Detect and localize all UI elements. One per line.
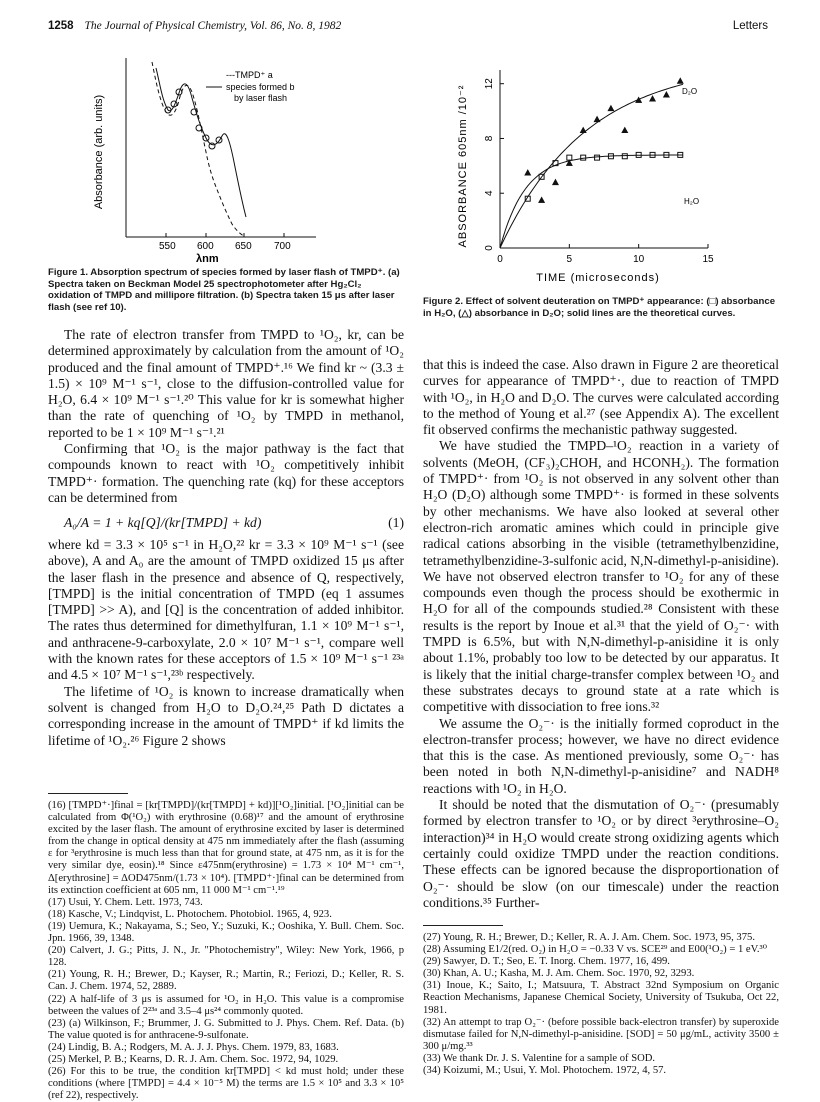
footnote-rule-right bbox=[423, 925, 503, 926]
figure2-series-label-d2o: D₂O bbox=[682, 87, 698, 96]
figure2-xtick-label: 15 bbox=[702, 254, 714, 265]
figure2-ylabel: ABSORBANCE 605nm /10⁻² bbox=[457, 84, 469, 248]
figure1-caption-label: Figure 1. bbox=[48, 267, 88, 278]
figure2-ytick-label: 4 bbox=[484, 190, 495, 197]
reference: (19) Uemura, K.; Nakayama, S.; Seo, Y.; Suzuki, K.; Ooshika, Y. Bull. Chem. Soc. Jpn. 1966, 39, 1348. bbox=[48, 920, 404, 945]
figure2-xtick-label: 10 bbox=[633, 254, 645, 265]
figure2-theory-curves bbox=[500, 84, 683, 248]
figure1-xtick: 650 bbox=[235, 241, 252, 252]
reference: (29) Sawyer, D. T.; Seo, E. T. Inorg. Chem. 1977, 16, 499. bbox=[423, 956, 670, 968]
figure2-caption-text: Effect of solvent deuteration on TMPD⁺ appearance: (□) absorbance in H₂O, (△) absorbance in D₂O; solid lines are the theoretical curves. bbox=[423, 296, 776, 319]
paragraph: that this is indeed the case. Also drawn in Figure 2 are theoretical curves for appearance of TMPD⁺·, due to reaction of TMPD with ¹O₂, in H₂O and D₂O. The curves were calculated according to the method of Young et al.²⁷ (see Appendix A). The excellent fit observed confirms the mechanistic pathway suggested. bbox=[423, 357, 779, 438]
figure1-xtick: 600 bbox=[197, 241, 214, 252]
figure1-xlabel: λnm bbox=[196, 253, 219, 265]
figure2-point-d2o bbox=[650, 96, 656, 102]
figure1-legend-line: species formed b bbox=[226, 82, 295, 92]
reference: (30) Khan, A. U.; Kasha, M. J. Am. Chem. Soc. 1970, 92, 3293. bbox=[423, 968, 695, 980]
page-number: 1258 bbox=[48, 20, 74, 32]
right-references bbox=[423, 932, 779, 1077]
equation-1 bbox=[64, 515, 404, 531]
reference: (31) Inoue, K.; Saito, I.; Matsuura, T. Abstract 32nd Symposium on Organic Reaction Mechanisms, Japanese Chemical Society, University of Tsukuba, Oct 22, 1981. bbox=[423, 980, 779, 1016]
journal-citation: The Journal of Physical Chemistry, Vol. 86, No. 8, 1982 bbox=[84, 20, 342, 32]
figure1-ylabel: Absorbance (arb. units) bbox=[93, 94, 105, 210]
figure2-point-d2o bbox=[608, 105, 614, 111]
figure2-point-d2o bbox=[552, 179, 558, 185]
figure2-marks bbox=[525, 78, 684, 203]
reference: (32) An attempt to trap O₂⁻· (before possible back-electron transfer) by superoxide dismutase failed for N,N-dimethyl-p-anisidine. [SOD] = 50 μg/mL, activity 3500 ± 300 μ/mg.³³ bbox=[423, 1016, 779, 1052]
reference: (25) Merkel, P. B.; Kearns, D. R. J. Am. Chem. Soc. 1972, 94, 1029. bbox=[48, 1053, 339, 1065]
figure1-xtick: 700 bbox=[274, 241, 291, 252]
figure2-point-d2o bbox=[539, 197, 545, 203]
reference: (34) Koizumi, M.; Usui, Y. Mol. Photochem. 1972, 4, 57. bbox=[423, 1065, 667, 1077]
figure2-point-h2o bbox=[595, 155, 600, 160]
figure2-point-d2o bbox=[622, 127, 628, 133]
reference: (17) Usui, Y. Chem. Lett. 1973, 743. bbox=[48, 896, 203, 908]
equation-text: A₀/A = 1 + kq[Q]/(kr[TMPD] + kd) bbox=[64, 515, 262, 530]
figure2-d2o-curve bbox=[500, 84, 683, 248]
reference: (23) (a) Wilkinson, F.; Brummer, J. G. Submitted to J. Phys. Chem. Ref. Data. (b) The value quoted is for anthracene-9-sulfonate. bbox=[48, 1017, 404, 1041]
figure2-axes bbox=[484, 70, 714, 265]
figure2-xtick-label: 0 bbox=[497, 254, 503, 265]
paragraph: It should be noted that the dismutation of O₂⁻· (presumably formed by electron transfer to ¹O₂ or by direct ³erythrosine–O₂ interaction)³⁴ in H₂O would create strong oxidizing agents which certainly could oxidize TMPD under the reaction conditions. These effects can be ignored because the disproportionation of O₂⁻· should be slow (on our timescale) under the reaction conditions.³⁵ Further- bbox=[423, 797, 779, 910]
left-references bbox=[48, 800, 404, 1102]
figure1-caption bbox=[48, 267, 400, 313]
figure2-xtick-label: 5 bbox=[566, 254, 573, 265]
figure1-legend-line: by laser flash bbox=[234, 93, 288, 103]
paragraph: The rate of electron transfer from TMPD to ¹O₂, kr, can be determined approximately by calculation from the amount of ¹O₂ produced and the final amount of TMPD⁺.¹⁶ We find kr ~ (3.3 ± 1.5) × 10⁹ M⁻¹ s⁻¹, close to the diffusion-controlled value for H₂O, 6.4 × 10⁹ M⁻¹ s⁻¹.²⁰ This value for kr is somewhat higher than the rate of quenching of ¹O₂ by TMPD in methanol, reported to be 1 × 10⁹ M⁻¹ s⁻¹.²¹ bbox=[48, 327, 404, 440]
figure2-point-d2o bbox=[663, 92, 669, 98]
paragraph: We have studied the TMPD–¹O₂ reaction in a variety of solvents (MeOH, (CF₃)₂CHOH, and HCONH₂). The formation of TMPD⁺· from ¹O₂ is not observed in any solvent other than H₂O (D₂O) although some TMPD⁺· is formed in these solvents by other mechanisms. We have also looked at several other electron-rich aromatic amines which could in principle give radical cations absorbing in the visible (tetramethylbenzidine, tetramethylbenzidine-3-sulfonic acid, N,N-dimethyl-p-anisidine). We have not observed electron transfer to ¹O₂ for any of these compounds even though the process should be exothermic in H₂O for all of the compounds studied.²⁸ Consistent with these results is the report by Inoue et al.³¹ that the yield of O₂⁻· with TMPD is 6.5%, but with N,N-dimethyl-p-anisidine it is only about 1.1%, probably too low to be detected by our apparatus. It is likely that the initial charge-transfer complex between ¹O₂ and these substrates decays to ground state at a rate which is competitive with dissociation to free ions.³² bbox=[423, 438, 779, 715]
figure2-caption-label: Figure 2. bbox=[423, 296, 463, 307]
reference: (20) Calvert, J. G.; Pitts, J. N., Jr. "Photochemistry", Wiley: New York, 1966, p 128. bbox=[48, 945, 404, 969]
running-header bbox=[48, 20, 341, 32]
reference: (18) Kasche, V.; Lindqvist, L. Photochem. Photobiol. 1965, 4, 923. bbox=[48, 908, 332, 920]
reference: (22) A half-life of 3 μs is assumed for ¹O₂ in H₂O. This value is a compromise between the values of 2²³ᵃ and 3.5–4 μs²⁴ commonly quoted. bbox=[48, 993, 404, 1017]
reference: (28) Assuming E1/2(red. O₂) in H₂O = −0.33 V vs. SCE²⁹ and E00(¹O₂) = 1 eV.³⁰ bbox=[423, 944, 767, 956]
figure1-caption-text: Absorption spectrum of species formed by laser flash of TMPD⁺. (a) Spectra taken on Beckman Model 25 spectrophotometer after Hg₂Cl₂ oxidation of TMPD and millipore filtration. (b) Spectra taken 15 μs after laser flash (see ref 10). bbox=[48, 267, 400, 313]
figure2-chart bbox=[440, 56, 740, 288]
footnote-rule-left bbox=[48, 793, 128, 794]
figure1-xtick: 550 bbox=[159, 241, 176, 252]
figure1-spectrum bbox=[56, 52, 376, 267]
right-body bbox=[423, 357, 779, 911]
paragraph: We assume the O₂⁻· is the initially formed coproduct in the electron-transfer process; however, we have no direct evidence that this is the case. As mentioned previously, some O₂⁻· has been noted in both N,N-dimethyl-p-anisidine⁷ and NADH⁸ reactions with ¹O₂ in H₂O. bbox=[423, 715, 779, 796]
figure2-point-d2o bbox=[594, 116, 600, 121]
reference: (26) For this to be true, the condition kr[TMPD] < kd must hold; under these conditions (where [TMPD] = 4.4 × 10⁻⁵ M) the terms are 1.5 × 10⁵ and 3.3 × 10⁵ (ref 22), respectively. bbox=[48, 1066, 404, 1102]
paragraph: Confirming that ¹O₂ is the major pathway is the fact that compounds known to react with ¹O₂ competitively inhibit TMPD⁺· formation. The quenching rate (kq) for these acceptors can be determined from bbox=[48, 441, 404, 505]
figure2-caption bbox=[423, 296, 778, 319]
figure2-point-h2o bbox=[567, 155, 572, 160]
figure2-xlabel: TIME (microseconds) bbox=[536, 272, 660, 284]
paragraph: The lifetime of ¹O₂ is known to increase dramatically when solvent is changed from H₂O to D₂O.²⁴,²⁵ Path D dictates a corresponding increase in the amount of TMPD⁺ if kd limits the lifetime of ¹O₂.²⁶ Figure 2 shows bbox=[48, 683, 404, 748]
equation-number: (1) bbox=[388, 515, 404, 530]
figure2-point-d2o bbox=[677, 78, 683, 84]
figure2-point-d2o bbox=[525, 170, 531, 176]
figure2-point-h2o bbox=[622, 154, 627, 159]
reference: (16) [TMPD⁺·]final = [kr[TMPD]/(kr[TMPD] + kd)][¹O₂]initial. [¹O₂]initial can be calculated from Φ(¹O₂) with erythrosine (0.68)¹⁷ and the amount of erythrosine excited by the laser flash. The amount of erythrosine excited by laser is determined from the change in optical density at 475 nm immediately after the flash (assuming ε for ³erythrosine is much less than that for ground state, at 475 nm, as it is for the very similar dye, eosin).¹⁸ Since ε475nm(erythrosine) = 1.73 × 10⁴ M⁻¹ cm⁻¹, Δ[erythrosine] = ΔOD475nm/(1.73 × 10⁴). [TMPD⁺·]final can be determined from its extinction coefficient at 605 nm, 11 000 M⁻¹ cm⁻¹.¹⁹ bbox=[48, 800, 404, 896]
figure2-series-label-h2o: H₂O bbox=[684, 197, 700, 206]
left-body-lower bbox=[48, 537, 404, 749]
figure2-point-d2o bbox=[580, 127, 586, 133]
paragraph: where kd = 3.3 × 10⁵ s⁻¹ in H₂O,²² kr = 3.3 × 10⁹ M⁻¹ s⁻¹ (see above), A and A₀ are the amount of TMPD oxidized 15 μs after the laser flash in the presence and absence of Q, respectively, [TMPD] is the initial concentration of TMPD (eq 1 assumes [TMPD] >> A), and [Q] is the concentration of added inhibitor. The rates thus determined for dimethylfuran, 1.1 × 10⁹ M⁻¹ s⁻¹, and anthracene-9-carboxylate, 2.0 × 10⁷ M⁻¹ s⁻¹, compare well with the known rates for these acceptors of 1.5 × 10⁹ M⁻¹ s⁻¹ ²³ᵃ and 4.5 × 10⁷ M⁻¹ s⁻¹,²³ᵇ respectively. bbox=[48, 537, 404, 683]
figure2-ytick-label: 12 bbox=[484, 78, 495, 90]
reference: (24) Lindig, B. A.; Rodgers, M. A. J. J. Phys. Chem. 1979, 83, 1683. bbox=[48, 1041, 339, 1053]
figure1-legend-line: ---TMPD⁺ a bbox=[226, 70, 273, 80]
reference: (27) Young, R. H.; Brewer, D.; Keller, R. A. J. Am. Chem. Soc. 1973, 95, 375. bbox=[423, 932, 755, 943]
figure2-ytick-label: 8 bbox=[484, 135, 495, 142]
reference: (33) We thank Dr. J. S. Valentine for a sample of SOD. bbox=[423, 1052, 656, 1064]
left-body-upper bbox=[48, 327, 404, 506]
section-label: Letters bbox=[732, 20, 768, 32]
figure2-ytick-label: 0 bbox=[484, 245, 495, 251]
reference: (21) Young, R. H.; Brewer, D.; Kayser, R.; Martin, R.; Feriozi, D.; Keller, R. S. Can. J. Chem. 1974, 52, 2889. bbox=[48, 969, 404, 993]
